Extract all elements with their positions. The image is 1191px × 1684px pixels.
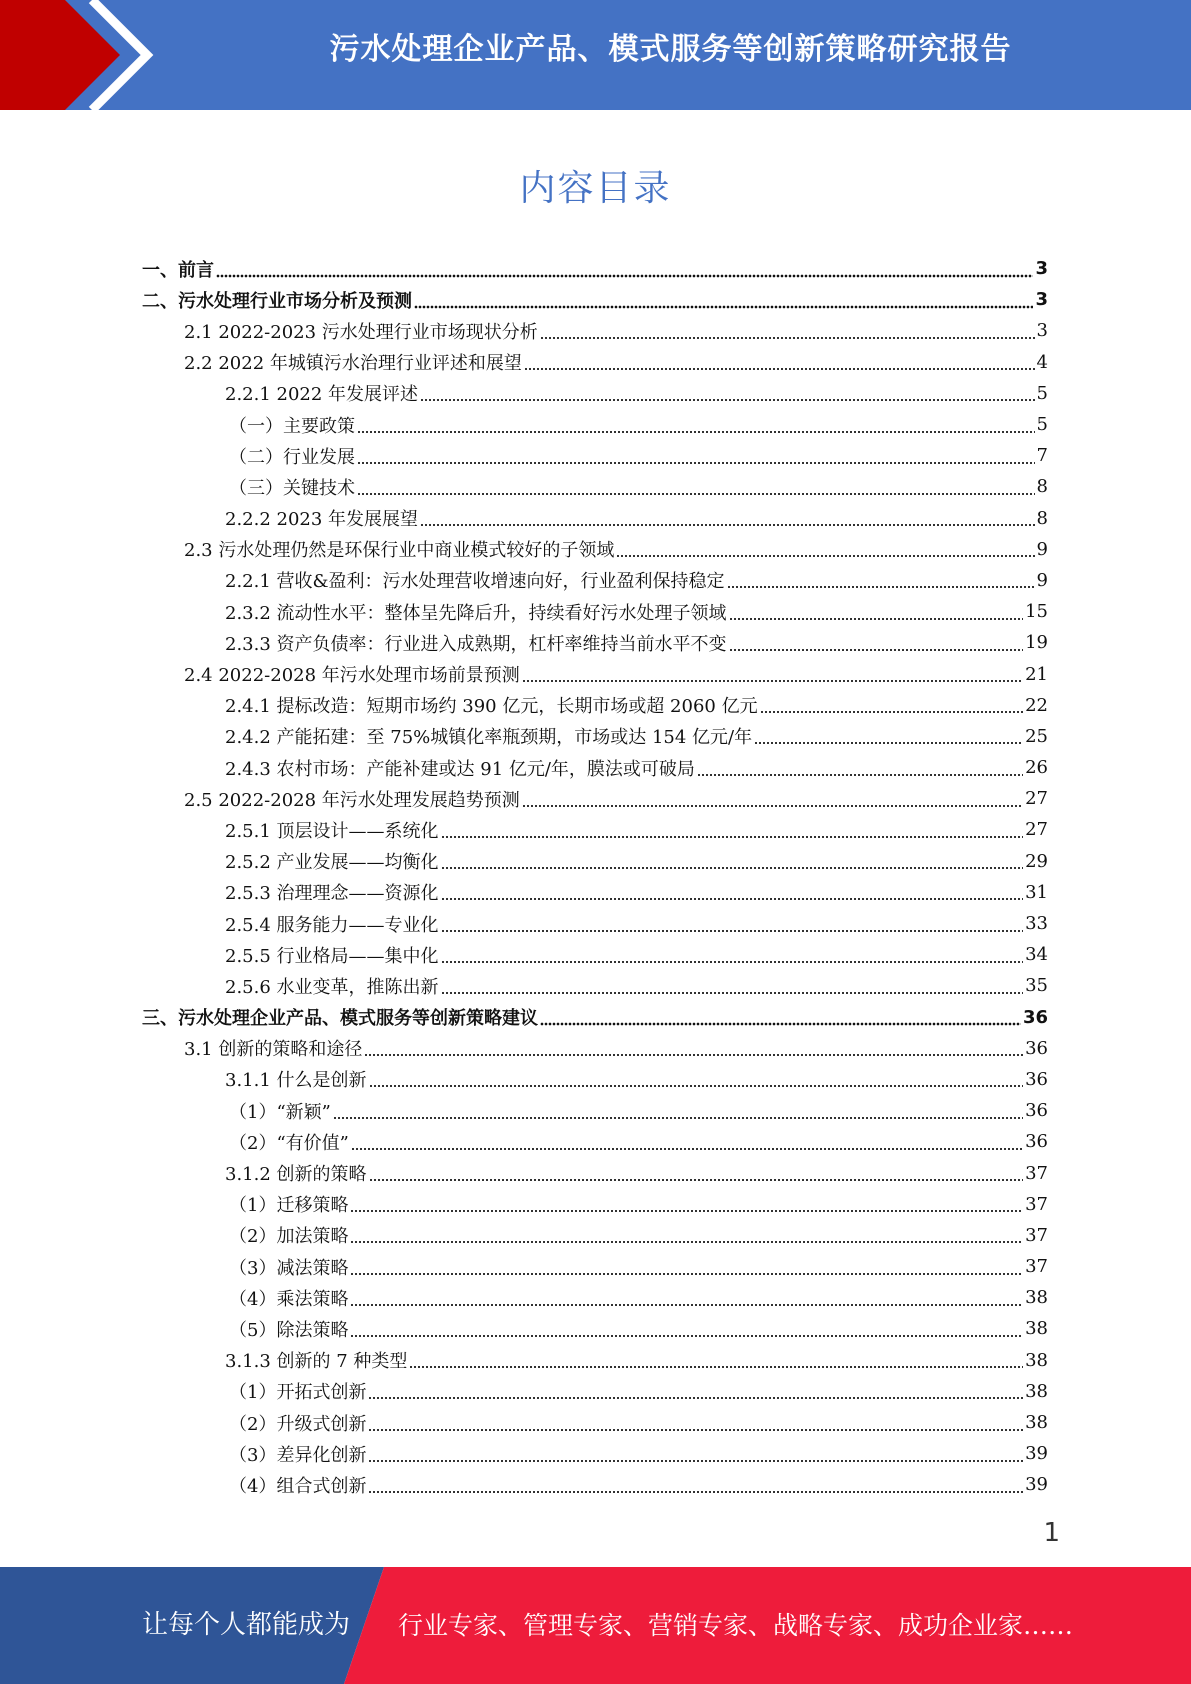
toc-entry-label: （1）迁移策略 <box>229 1195 349 1217</box>
toc-entry[interactable] <box>0 1251 1048 1282</box>
toc-dot-leader <box>522 664 1023 684</box>
toc-entry-page: 36 <box>1025 1037 1048 1059</box>
toc-dot-leader <box>616 539 1034 559</box>
toc-entry-label: 2.5.1 顶层设计——系统化 <box>225 820 439 842</box>
toc-dot-leader <box>540 321 1035 341</box>
toc-entry-page: 25 <box>1025 725 1048 747</box>
toc-entry-page: 38 <box>1025 1318 1048 1340</box>
toc-entry-page: 3 <box>1036 320 1048 342</box>
toc-entry-label: （4）乘法策略 <box>229 1288 349 1310</box>
toc-entry-page: 5 <box>1036 414 1048 436</box>
toc-dot-leader <box>357 415 1035 435</box>
page-number: 1 <box>1043 1518 1060 1548</box>
header-banner <box>0 0 1191 110</box>
toc-entry-page: 29 <box>1025 850 1048 872</box>
toc-entry[interactable] <box>0 627 1048 658</box>
toc-entry-page: 37 <box>1025 1162 1048 1184</box>
toc-entry[interactable] <box>0 1282 1048 1313</box>
toc-dot-leader <box>351 1132 1023 1152</box>
toc-entry[interactable] <box>0 690 1048 721</box>
toc-entry-page: 8 <box>1036 507 1048 529</box>
toc-entry-page: 37 <box>1025 1256 1048 1278</box>
toc-entry-label: （5）除法策略 <box>229 1319 349 1341</box>
toc-entry-page: 27 <box>1025 788 1048 810</box>
toc-entry[interactable] <box>0 378 1048 409</box>
toc-entry-label: 3.1.3 创新的 7 种类型 <box>225 1351 408 1373</box>
toc-entry[interactable] <box>0 471 1048 502</box>
toc-entry-page: 5 <box>1036 382 1048 404</box>
toc-entry-page: 34 <box>1025 944 1048 966</box>
toc-dot-leader <box>729 602 1024 622</box>
toc-entry[interactable] <box>0 721 1048 752</box>
toc-dot-leader <box>216 259 1033 279</box>
toc-entry[interactable] <box>0 284 1048 315</box>
toc-entry[interactable] <box>0 1345 1048 1376</box>
toc-dot-leader <box>357 477 1035 497</box>
toc-entry[interactable] <box>0 877 1048 908</box>
toc-entry[interactable] <box>0 1469 1048 1500</box>
toc-entry[interactable] <box>0 658 1048 689</box>
report-title: 污水处理企业产品、模式服务等创新策略研究报告 <box>329 32 1012 67</box>
toc-entry-label: 2.2.1 2022 年发展评述 <box>225 384 419 406</box>
toc-dot-leader <box>441 851 1024 871</box>
toc-entry-page: 7 <box>1036 445 1048 467</box>
toc-dot-leader <box>524 352 1035 372</box>
footer-slogan-left: 让每个人都能成为 <box>142 1610 351 1640</box>
toc-entry-page: 37 <box>1025 1193 1048 1215</box>
toc-entry[interactable] <box>0 1220 1048 1251</box>
toc-entry-label: 3.1.2 创新的策略 <box>225 1164 367 1186</box>
toc-entry-page: 26 <box>1025 757 1048 779</box>
toc-dot-leader <box>333 1101 1023 1121</box>
toc-entry-label: （一）主要政策 <box>229 415 355 437</box>
toc-entry-page: 35 <box>1025 975 1048 997</box>
toc-entry-page: 36 <box>1025 1131 1048 1153</box>
toc-dot-leader <box>369 1163 1024 1183</box>
toc-dot-leader <box>441 914 1024 934</box>
toc-entry[interactable] <box>0 846 1048 877</box>
toc-entry-label: 2.4.2 产能拓建：至 75%城镇化率瓶颈期，市场或达 154 亿元/年 <box>225 727 753 749</box>
toc-entry[interactable] <box>0 1033 1048 1064</box>
toc-entry-label: （2）“有价值” <box>229 1132 349 1154</box>
toc-entry[interactable] <box>0 503 1048 534</box>
toc-entry-page: 27 <box>1025 819 1048 841</box>
toc-dot-leader <box>441 976 1024 996</box>
toc-dot-leader <box>414 290 1033 310</box>
toc-entry-label: 2.5 2022-2028 年污水处理发展趋势预测 <box>184 789 520 811</box>
toc-entry-page: 15 <box>1025 601 1048 623</box>
toc-dot-leader <box>350 1194 1023 1214</box>
toc-dot-leader <box>369 1069 1024 1089</box>
toc-entry[interactable] <box>0 1407 1048 1438</box>
toc-entry[interactable] <box>0 939 1048 970</box>
toc-entry-label: （3）差异化创新 <box>229 1444 367 1466</box>
toc-entry-page: 8 <box>1036 476 1048 498</box>
toc-title: 内容目录 <box>519 168 672 209</box>
toc-entry-label: 2.2 2022 年城镇污水治理行业评述和展望 <box>184 353 522 375</box>
toc-entry[interactable] <box>0 1189 1048 1220</box>
toc-dot-leader <box>350 1319 1023 1339</box>
toc-entry[interactable] <box>0 908 1048 939</box>
toc-entry[interactable] <box>0 534 1048 565</box>
toc-entry-page: 38 <box>1025 1412 1048 1434</box>
toc-entry-page: 9 <box>1036 569 1048 591</box>
toc-entry-page: 36 <box>1025 1100 1048 1122</box>
toc-dot-leader <box>420 383 1034 403</box>
toc-entry-label: （二）行业发展 <box>229 446 355 468</box>
toc-entry[interactable] <box>0 970 1048 1001</box>
toc-entry-page: 31 <box>1025 881 1048 903</box>
toc-dot-leader <box>441 882 1024 902</box>
toc-entry-label: 2.5.3 治理理念——资源化 <box>225 883 439 905</box>
toc-entry-label: 2.4 2022-2028 年污水处理市场前景预测 <box>184 665 520 687</box>
toc-dot-leader <box>441 945 1024 965</box>
toc-entry-page: 37 <box>1025 1224 1048 1246</box>
toc-entry-label: 2.2.1 营收&盈利：污水处理营收增速向好，行业盈利保持稳定 <box>225 571 725 593</box>
toc-entry-label: 一、前言 <box>142 259 214 281</box>
footer-banner <box>0 1567 1191 1684</box>
toc-entry-label: 2.2.2 2023 年发展展望 <box>225 509 419 531</box>
toc-entry[interactable] <box>0 1438 1048 1469</box>
footer-slogan-right: 行业专家、管理专家、营销专家、战略专家、成功企业家…… <box>398 1611 1074 1640</box>
toc-entry[interactable] <box>0 1064 1048 1095</box>
toc-dot-leader <box>368 1475 1023 1495</box>
toc-entry[interactable] <box>0 783 1048 814</box>
toc-entry[interactable] <box>0 1095 1048 1126</box>
red-chevron-arrow <box>0 0 160 110</box>
toc-entry-page: 36 <box>1022 1006 1048 1028</box>
toc-entry-label: 3.1.1 什么是创新 <box>225 1070 367 1092</box>
toc-entry[interactable] <box>0 1126 1048 1157</box>
toc-entry-label: 2.5.4 服务能力——专业化 <box>225 914 439 936</box>
toc-entry-page: 4 <box>1036 351 1048 373</box>
toc-dot-leader <box>754 726 1023 746</box>
toc-dot-leader <box>364 1038 1023 1058</box>
toc-entry-label: （4）组合式创新 <box>229 1475 367 1497</box>
toc-entry[interactable] <box>0 1376 1048 1407</box>
toc-entry[interactable] <box>0 253 1048 284</box>
toc-entry-label: 二、污水处理行业市场分析及预测 <box>142 290 412 312</box>
toc-entry-label: 2.4.1 提标改造：短期市场约 390 亿元，长期市场或超 2060 亿元 <box>225 696 758 718</box>
toc-entry[interactable] <box>0 315 1048 346</box>
toc-entry-page: 39 <box>1025 1443 1048 1465</box>
toc-entry[interactable] <box>0 1313 1048 1344</box>
table-of-contents <box>0 253 1191 1501</box>
toc-entry-label: 2.3 污水处理仍然是环保行业中商业模式较好的子领域 <box>184 540 615 562</box>
toc-dot-leader <box>368 1413 1023 1433</box>
toc-entry[interactable] <box>0 440 1048 471</box>
toc-entry-page: 38 <box>1025 1287 1048 1309</box>
toc-entry-page: 38 <box>1025 1380 1048 1402</box>
toc-entry-page: 3 <box>1035 289 1048 311</box>
toc-dot-leader <box>368 1444 1023 1464</box>
toc-entry-page: 36 <box>1025 1068 1048 1090</box>
toc-entry-label: 2.4.3 农村市场：产能补建或达 91 亿元/年，膜法或可破局 <box>225 758 695 780</box>
toc-dot-leader <box>522 789 1023 809</box>
toc-entry-label: 2.5.2 产业发展——均衡化 <box>225 852 439 874</box>
toc-entry[interactable] <box>0 752 1048 783</box>
toc-entry-label: 2.1 2022-2023 污水处理行业市场现状分析 <box>184 321 538 343</box>
toc-dot-leader <box>760 695 1024 715</box>
toc-entry[interactable] <box>0 1002 1048 1033</box>
toc-entry-page: 3 <box>1035 258 1048 280</box>
toc-dot-leader <box>350 1288 1023 1308</box>
toc-entry-label: 2.5.5 行业格局——集中化 <box>225 945 439 967</box>
toc-dot-leader <box>368 1381 1023 1401</box>
toc-entry[interactable] <box>0 1157 1048 1188</box>
toc-entry-page: 39 <box>1025 1474 1048 1496</box>
toc-dot-leader <box>350 1225 1023 1245</box>
toc-entry[interactable] <box>0 814 1048 845</box>
toc-entry-label: （1）开拓式创新 <box>229 1382 367 1404</box>
toc-dot-leader <box>409 1350 1023 1370</box>
toc-entry-page: 22 <box>1025 694 1048 716</box>
toc-entry-label: （三）关键技术 <box>229 477 355 499</box>
toc-entry-label: 2.3.3 资产负债率：行业进入成熟期，杠杆率维持当前水平不变 <box>225 633 727 655</box>
toc-entry-label: （3）减法策略 <box>229 1257 349 1279</box>
toc-entry-label: 2.3.2 流动性水平：整体呈先降后升，持续看好污水处理子领域 <box>225 602 727 624</box>
toc-entry[interactable] <box>0 347 1048 378</box>
toc-dot-leader <box>357 446 1035 466</box>
toc-entry-label: （2）加法策略 <box>229 1226 349 1248</box>
toc-dot-leader <box>697 758 1023 778</box>
toc-entry-label: （1）“新颖” <box>229 1101 331 1123</box>
toc-dot-leader <box>729 633 1024 653</box>
toc-dot-leader <box>420 508 1034 528</box>
toc-entry-label: 三、污水处理企业产品、模式服务等创新策略建议 <box>142 1008 538 1030</box>
toc-entry-page: 9 <box>1036 538 1048 560</box>
toc-entry-label: 2.5.6 水业变革，推陈出新 <box>225 976 439 998</box>
toc-entry-page: 19 <box>1025 632 1048 654</box>
toc-entry-page: 33 <box>1025 913 1048 935</box>
toc-dot-leader <box>540 1007 1021 1027</box>
toc-entry-label: 3.1 创新的策略和途径 <box>184 1039 363 1061</box>
toc-entry-page: 21 <box>1025 663 1048 685</box>
toc-dot-leader <box>441 820 1024 840</box>
toc-entry-label: （2）升级式创新 <box>229 1413 367 1435</box>
toc-entry-page: 38 <box>1025 1349 1048 1371</box>
toc-entry[interactable] <box>0 596 1048 627</box>
toc-entry[interactable] <box>0 409 1048 440</box>
toc-dot-leader <box>350 1257 1023 1277</box>
toc-dot-leader <box>727 570 1035 590</box>
toc-entry[interactable] <box>0 565 1048 596</box>
